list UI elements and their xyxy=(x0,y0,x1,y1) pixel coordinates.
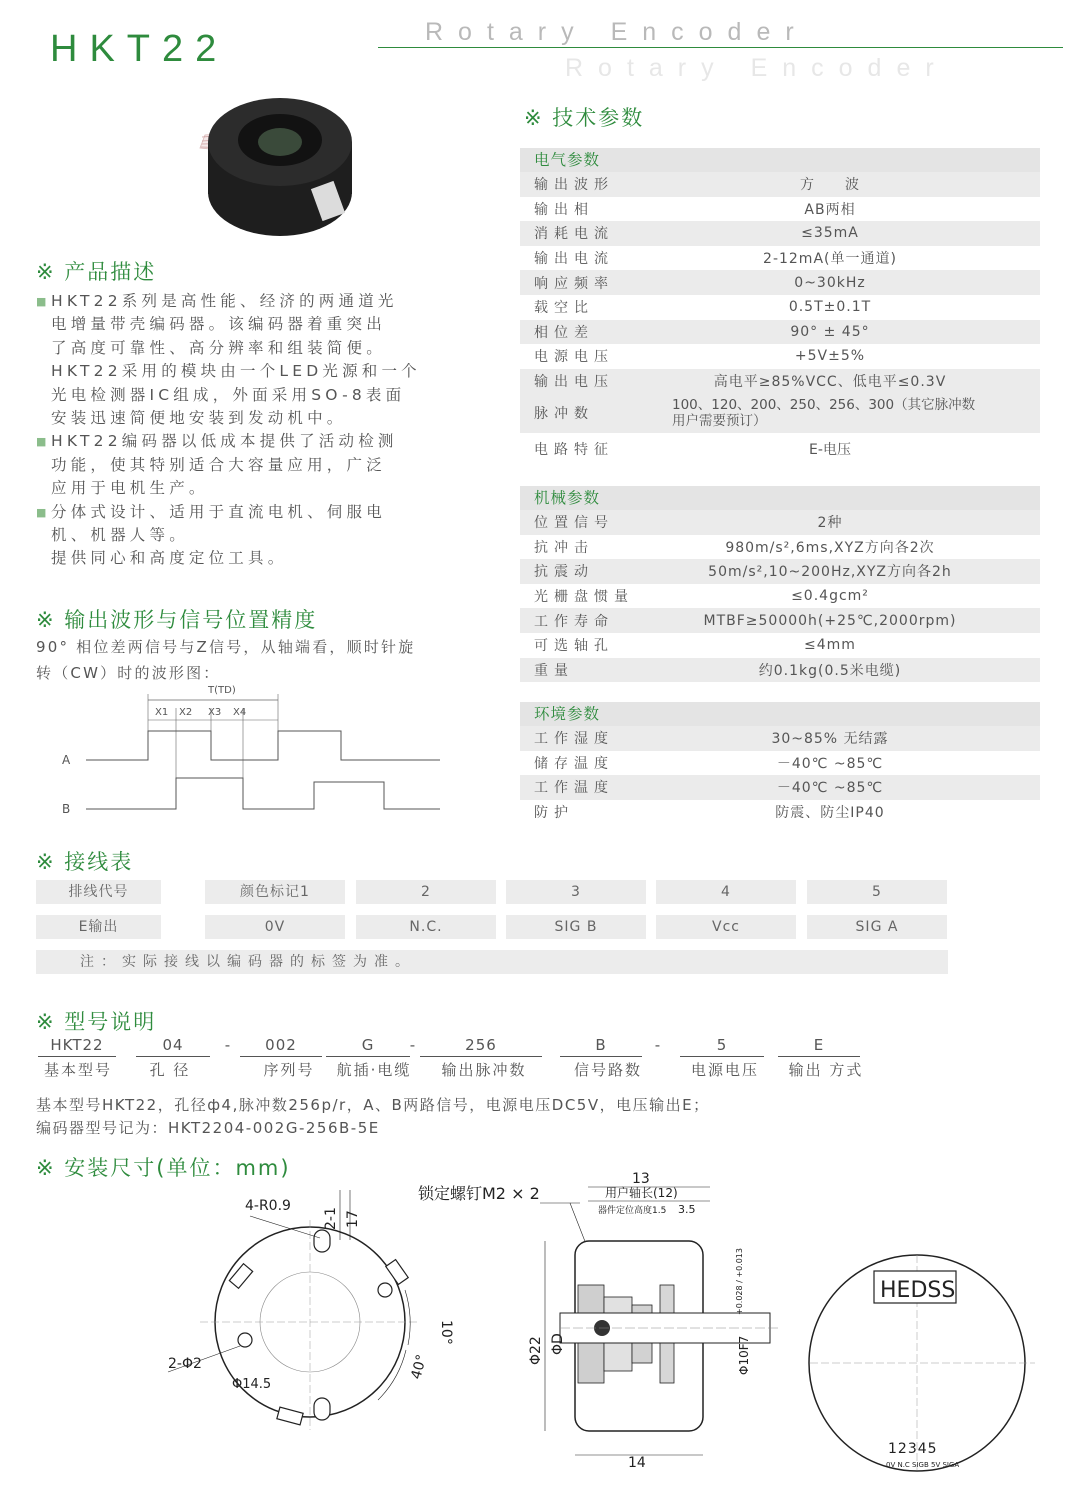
bullet-icon xyxy=(36,547,51,570)
spec-key: 消耗电流 xyxy=(534,226,614,243)
spec-row xyxy=(520,584,1040,609)
description-text: HKT22编码器以低成本提供了活动检测 xyxy=(51,432,398,451)
section-title-spec: ※ 技术参数 xyxy=(524,106,645,130)
spec-key: 脉冲数 xyxy=(534,406,594,423)
spec-mechanical-title: 机械参数 xyxy=(520,486,1040,510)
spec-value: 90° ± 45° xyxy=(790,323,870,340)
dim-14: 14 xyxy=(628,1455,646,1471)
position-height-label: 器件定位高度1.5 xyxy=(598,1206,667,1216)
mount-slot-bottom xyxy=(314,1398,330,1420)
waveform-diagram xyxy=(36,678,446,828)
waveform-caption: 90° 相位差两信号与Z信号，从轴端看，顺时针旋 xyxy=(36,638,416,656)
spec-pulse-line2: 用户需要预订） xyxy=(672,413,767,430)
description-text: HKT22系列是高性能、经济的两通道光 xyxy=(51,292,398,310)
description-text: HKT22采用的模块由一个LED光源和一个 xyxy=(51,362,421,381)
dim-10-deg: 10° xyxy=(438,1320,454,1345)
spec-value: 0.5T±0.1T xyxy=(788,299,872,316)
spec-value: ≤4mm xyxy=(804,637,856,654)
mark-x2: X2 xyxy=(179,707,193,718)
spec-key: 输出电压 xyxy=(534,374,614,391)
waveform-caption-2: 转（CW）时的波形图： xyxy=(36,664,221,682)
spec-value: 防震、防尘IP40 xyxy=(775,805,885,822)
spec-value: AB两相 xyxy=(804,201,856,218)
channel-a-label: A xyxy=(62,753,71,767)
mark-x1: X1 xyxy=(155,707,169,718)
spec-value: 约0.1kg(0.5米电缆) xyxy=(758,662,902,679)
product-description xyxy=(36,290,436,571)
spec-row xyxy=(520,344,1040,369)
spec-key: 抗震动 xyxy=(534,564,594,581)
spec-row xyxy=(520,320,1040,345)
spec-row xyxy=(520,559,1040,584)
tagline-shadow: Rotary Encoder xyxy=(565,54,949,82)
pin-names: 0V N.C SIGB 5V SIGA xyxy=(886,1461,960,1469)
wiring-cell: 排线代号 xyxy=(36,880,161,904)
spec-row xyxy=(520,246,1040,271)
dim-tolerance: +0.028 / +0.013 xyxy=(735,1248,744,1315)
model-label: 输出 方式 xyxy=(788,1061,864,1079)
mount-hole-left xyxy=(238,1333,252,1347)
spec-value: 方 波 xyxy=(800,177,860,194)
spec-value: 980m/s²,6ms,XYZ方向各2次 xyxy=(725,539,935,556)
model-code: 04 xyxy=(162,1036,184,1054)
spec-value: ≤0.4gcm² xyxy=(791,588,869,605)
spec-row xyxy=(520,221,1040,246)
spec-value: 30~85% 无结露 xyxy=(771,731,889,748)
model-code: E xyxy=(813,1036,825,1054)
bullet-icon xyxy=(36,454,51,477)
wiring-note: 注：实际接线以编码器的标签为准。 xyxy=(36,950,948,974)
channel-b-label: B xyxy=(62,802,71,816)
spec-row xyxy=(520,608,1040,633)
spec-key: 光栅盘惯量 xyxy=(534,589,634,606)
model-code: HKT22 xyxy=(50,1036,104,1054)
spec-value: +5V±5% xyxy=(794,348,866,365)
description-text: 分体式设计、适用于直流电机、伺服电 xyxy=(51,502,386,521)
model-code: B xyxy=(595,1036,607,1054)
spec-row xyxy=(520,510,1040,535)
model-underline xyxy=(136,1056,210,1057)
spec-value: ≤35mA xyxy=(801,225,859,242)
product-photo xyxy=(180,80,380,250)
section-title-wiring: ※ 接线表 xyxy=(36,850,134,874)
dim-phid: ΦD xyxy=(550,1333,566,1355)
spec-pulse-line1: 100、120、200、250、256、300（其它脉冲数 xyxy=(672,397,976,414)
description-line xyxy=(36,313,436,336)
dim-r09: 4-R0.9 xyxy=(245,1198,291,1214)
spec-key: 载空比 xyxy=(534,300,594,317)
mark-x3: X3 xyxy=(208,707,222,718)
spec-row xyxy=(520,535,1040,560)
spec-row xyxy=(520,633,1040,658)
spec-key: 储存温度 xyxy=(534,755,614,772)
spec-key: 抗冲击 xyxy=(534,539,594,556)
spec-electrical xyxy=(520,148,1040,465)
model-label: 电源电压 xyxy=(690,1061,759,1079)
side-view-drawing xyxy=(410,1165,790,1485)
dim-phi10: Φ10F7 xyxy=(737,1335,751,1375)
spec-row xyxy=(520,775,1040,800)
wiring-cell: 5 xyxy=(807,880,947,904)
model-code: - xyxy=(654,1036,662,1054)
wiring-cell: 颜色标记1 xyxy=(205,880,345,904)
wiring-cell: 0V xyxy=(205,915,345,939)
model-label: 孔 径 xyxy=(149,1061,191,1079)
spec-key: 工作寿命 xyxy=(534,613,614,630)
wiring-cell: 4 xyxy=(656,880,796,904)
description-line xyxy=(36,290,436,313)
channel-b-wave xyxy=(86,778,440,809)
mount-slot-top xyxy=(314,1230,330,1252)
wiring-cell: Vcc xyxy=(656,915,796,939)
spec-value: 50m/s²,10~200Hz,XYZ方向各2h xyxy=(708,564,952,581)
model-underline xyxy=(778,1056,860,1057)
bullet-icon xyxy=(36,337,51,360)
dim-40-deg: 40° xyxy=(408,1352,431,1382)
section-title-install: ※ 安装尺寸(单位：mm) xyxy=(36,1156,291,1180)
spec-key: 位置信号 xyxy=(534,515,614,532)
description-text: 安装迅速简便地安装到发动机中。 xyxy=(51,409,347,428)
label-view-drawing xyxy=(800,1245,1060,1485)
description-line xyxy=(36,407,436,430)
model-code: 256 xyxy=(465,1036,497,1054)
bullet-icon: ■ xyxy=(36,505,51,519)
description-text: 应用于电机生产。 xyxy=(51,479,209,498)
description-text: 提供同心和高度定位工具。 xyxy=(51,549,288,568)
period-label: T(TD) xyxy=(208,685,236,696)
hedss-label: HEDSS xyxy=(880,1278,956,1303)
model-underline xyxy=(38,1056,116,1057)
model-code: - xyxy=(224,1036,232,1054)
spec-value: E-电压 xyxy=(809,442,851,459)
bullet-icon: ■ xyxy=(36,295,51,308)
spec-key: 电路特征 xyxy=(534,442,614,459)
wiring-cell: 3 xyxy=(506,880,646,904)
spec-key: 可选轴孔 xyxy=(534,638,614,655)
spec-row xyxy=(520,197,1040,222)
model-code: G xyxy=(361,1036,375,1054)
dim-phi22: Φ22 xyxy=(528,1336,544,1365)
channel-a-wave xyxy=(86,731,440,760)
model-label: 航插·电缆 xyxy=(336,1061,412,1079)
spec-row xyxy=(520,369,1040,394)
spec-key: 工作湿度 xyxy=(534,731,614,748)
spec-value: 0~30kHz xyxy=(794,274,866,291)
model-underline xyxy=(240,1056,322,1057)
model-example-1: 基本型号HKT22，孔径ф4,脉冲数256p/r，A、B两路信号，电源电压DC5V，电压输出E； xyxy=(36,1096,710,1114)
bullet-icon xyxy=(36,384,51,407)
description-line xyxy=(36,384,436,407)
bullet-icon xyxy=(36,360,51,383)
bullet-icon: ■ xyxy=(36,435,51,449)
description-text: 电增量带壳编码器。该编码器着重突出 xyxy=(51,315,386,334)
section-title-model: ※ 型号说明 xyxy=(36,1010,157,1034)
spec-value: －40℃ ~85℃ xyxy=(776,755,884,772)
spec-key: 相位差 xyxy=(534,324,594,341)
section-title-waveform: ※ 输出波形与信号位置精度 xyxy=(36,608,318,632)
description-line xyxy=(36,524,436,547)
model-underline xyxy=(680,1056,764,1057)
description-text: 光电检测器IC组成，外面采用SO-8表面 xyxy=(51,385,406,404)
model-label: 序列号 xyxy=(263,1061,315,1079)
model-label: 基本型号 xyxy=(43,1061,112,1079)
spec-key: 重量 xyxy=(534,662,574,679)
spec-key: 响应频率 xyxy=(534,275,614,292)
spec-electrical-title: 电气参数 xyxy=(520,148,1040,172)
dim-phi14-5: Φ14.5 xyxy=(232,1377,272,1392)
dim-2-phi2: 2-Φ2 xyxy=(168,1356,202,1372)
spec-row xyxy=(520,270,1040,295)
spec-key: 输出波形 xyxy=(534,177,614,194)
dim-2-1: 2-1 xyxy=(323,1207,339,1230)
spec-value: MTBF≥50000h(+25℃,2000rpm) xyxy=(703,612,957,629)
wiring-cell: SIG B xyxy=(506,915,646,939)
section-title-description: ※ 产品描述 xyxy=(36,260,157,284)
product-title: HKT22 xyxy=(50,28,229,70)
spec-row xyxy=(520,726,1040,751)
description-text: 功能，使其特别适合大容量应用，广泛 xyxy=(51,455,386,474)
spec-key: 输出电流 xyxy=(534,251,614,268)
model-underline xyxy=(420,1056,542,1057)
wiring-cell: E输出 xyxy=(36,915,161,939)
model-underline xyxy=(326,1056,410,1057)
model-code: - xyxy=(409,1036,417,1054)
spec-key: 工作温度 xyxy=(534,780,614,797)
description-text: 了高度可靠性、高分辨率和组装简便。 xyxy=(51,338,386,357)
spec-row xyxy=(520,295,1040,320)
model-underline xyxy=(560,1056,642,1057)
model-code: 5 xyxy=(716,1036,728,1054)
spec-row-pulse xyxy=(520,393,1040,433)
description-line xyxy=(36,501,436,524)
spec-value: 2-12mA(单一通道) xyxy=(763,251,897,268)
description-text: 机、机器人等。 xyxy=(51,526,189,545)
pin-numbers: 12345 xyxy=(888,1441,938,1457)
spec-key: 电源电压 xyxy=(534,349,614,366)
tagline: Rotary Encoder xyxy=(425,18,809,46)
description-line xyxy=(36,547,436,570)
bullet-icon xyxy=(36,524,51,547)
spec-row xyxy=(520,172,1040,197)
description-line xyxy=(36,454,436,477)
bullet-icon xyxy=(36,313,51,336)
model-code: 002 xyxy=(265,1036,297,1054)
spec-env-title: 环境参数 xyxy=(520,702,1040,726)
spec-environment xyxy=(520,702,1040,824)
bullet-icon xyxy=(36,407,51,430)
spec-value: 高电平≥85%VCC、低电平≤0.3V xyxy=(713,374,947,391)
header-rule xyxy=(378,47,1063,48)
description-line xyxy=(36,430,436,453)
spec-value: －40℃ ~85℃ xyxy=(776,780,884,797)
spec-value: 2种 xyxy=(817,515,843,532)
mount-hole-right xyxy=(378,1283,392,1297)
spec-row xyxy=(520,751,1040,776)
screw-label: 锁定螺钉M2 × 2 xyxy=(418,1184,540,1203)
wiring-cell: N.C. xyxy=(356,915,496,939)
dim-3-5: 3.5 xyxy=(678,1203,696,1216)
mark-x4: X4 xyxy=(233,707,247,718)
spec-key: 输出相 xyxy=(534,201,594,218)
description-line xyxy=(36,337,436,360)
bullet-icon xyxy=(36,477,51,500)
encoder-bore xyxy=(258,128,302,156)
shaft-length-label: 用户轴长(12) xyxy=(605,1186,678,1200)
dim-13: 13 xyxy=(632,1171,650,1187)
spec-mechanical xyxy=(520,486,1040,682)
spec-row xyxy=(520,658,1040,683)
model-label: 输出脉冲数 xyxy=(441,1061,527,1079)
wiring-cell: SIG A xyxy=(807,915,947,939)
description-line xyxy=(36,477,436,500)
spec-row xyxy=(520,800,1040,825)
wiring-cell: 2 xyxy=(356,880,496,904)
dim-17: 17 xyxy=(345,1210,361,1228)
model-label: 信号路数 xyxy=(573,1061,642,1079)
model-example-2: 编码器型号记为：HKT2204-002G-256B-5E xyxy=(36,1119,380,1137)
description-line xyxy=(36,360,436,383)
spec-key: 防护 xyxy=(534,805,574,822)
spec-row-circuit xyxy=(520,433,1040,465)
